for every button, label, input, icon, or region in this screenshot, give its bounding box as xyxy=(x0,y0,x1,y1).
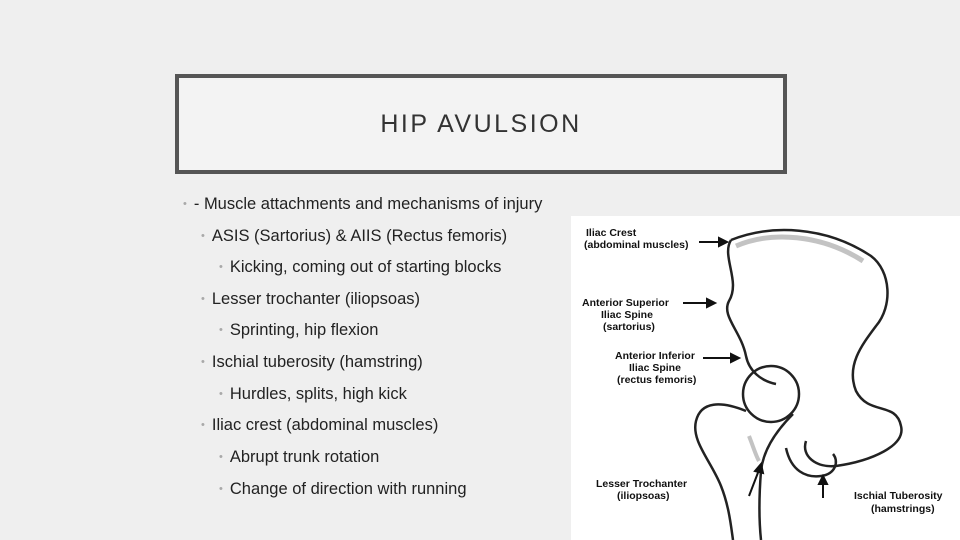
bullet-dot-icon: • xyxy=(219,324,223,336)
bullet-text: Hurdles, splits, high kick xyxy=(229,385,407,403)
bullet-text: Lesser trochanter (iliopsoas) xyxy=(211,290,421,308)
hip-anatomy-figure xyxy=(571,216,960,540)
title-box xyxy=(175,74,787,174)
bullet-dot-icon: • xyxy=(219,261,223,273)
bullet-text: Kicking, coming out of starting blocks xyxy=(229,258,502,276)
label-lesser-trochanter: Lesser Trochanter xyxy=(596,478,688,490)
bullet-item xyxy=(219,448,379,467)
bullet-dot-icon: • xyxy=(201,356,205,368)
femoral-head xyxy=(743,366,799,422)
label-asis: Anterior Superior xyxy=(582,297,669,309)
bullet-dot-icon: • xyxy=(201,293,205,305)
slide-title: HIP AVULSION xyxy=(380,109,582,138)
bullet-text: Abrupt trunk rotation xyxy=(229,448,380,466)
bullet-text: Sprinting, hip flexion xyxy=(229,321,379,339)
bullet-item xyxy=(201,227,507,246)
bullet-item xyxy=(219,480,467,499)
bullet-dot-icon: • xyxy=(219,483,223,495)
femur-outline xyxy=(695,404,746,540)
label-asis-muscle: (sartorius) xyxy=(603,321,655,333)
ischium-outline xyxy=(786,448,836,476)
bullet-item xyxy=(219,385,407,404)
label-ischial-tuberosity: Ischial Tuberosity xyxy=(854,490,943,502)
label-aiis: Anterior Inferior xyxy=(615,350,695,362)
bullet-dot-icon: • xyxy=(201,230,205,242)
label-lesser-trochanter-muscle: (iliopsoas) xyxy=(617,490,670,502)
bullet-item xyxy=(201,290,420,309)
femur-inner-outline xyxy=(760,414,794,540)
bullet-text: Change of direction with running xyxy=(229,480,467,498)
bullet-dot-icon: • xyxy=(219,388,223,400)
label-aiis-muscle: (rectus femoris) xyxy=(617,374,697,386)
label-iliac-crest-muscle: (abdominal muscles) xyxy=(584,239,689,251)
bullet-dot-icon: • xyxy=(201,419,205,431)
bullet-text: ASIS (Sartorius) & AIIS (Rectus femoris) xyxy=(211,227,508,245)
ischial-tuberosity-arrow xyxy=(819,476,827,498)
label-ischial-tuberosity-muscle: (hamstrings) xyxy=(871,503,935,515)
bullet-item xyxy=(183,195,542,214)
bullet-dot-icon: • xyxy=(183,198,187,210)
iliac-crest-arrow xyxy=(699,238,727,246)
hip-bone-illustration xyxy=(571,216,960,540)
bullet-text: Ischial tuberosity (hamstring) xyxy=(211,353,423,371)
label-iliac-crest: Iliac Crest xyxy=(586,227,637,239)
bullet-dot-icon: • xyxy=(219,451,223,463)
bullet-item xyxy=(201,416,438,435)
aiis-arrow xyxy=(703,354,739,362)
bullet-text: - Muscle attachments and mechanisms of injury xyxy=(193,195,543,213)
ilium-inner-outline xyxy=(727,240,776,384)
ilium-outline xyxy=(731,230,901,466)
bullet-item xyxy=(219,258,501,277)
label-asis-2: Iliac Spine xyxy=(601,309,653,321)
bullet-text: Iliac crest (abdominal muscles) xyxy=(211,416,439,434)
bullet-item xyxy=(201,353,423,372)
bullet-item xyxy=(219,321,378,340)
label-aiis-2: Iliac Spine xyxy=(629,362,681,374)
asis-arrow xyxy=(683,299,715,307)
